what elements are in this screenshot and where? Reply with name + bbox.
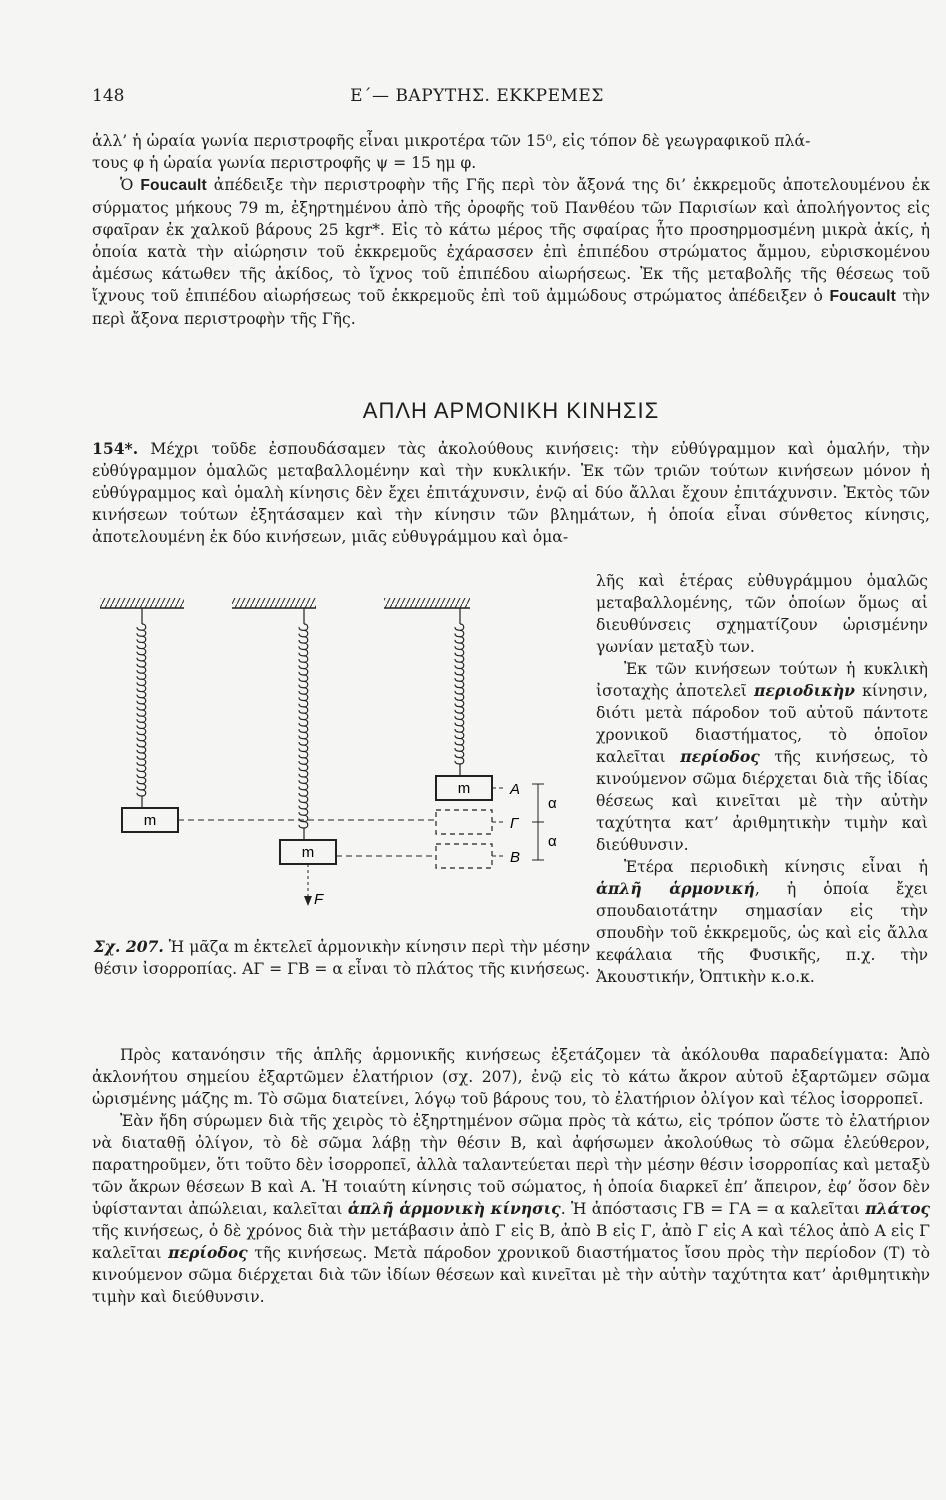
amplitude-a-top: α <box>548 795 557 812</box>
spring-3 <box>455 624 464 764</box>
shm-term: ἁπλῆ ἁρμονικὴ κίνησις <box>347 1199 561 1218</box>
section-title: ΑΠΛΗ ΑΡΜΟΝΙΚΗ ΚΙΝΗΣΙΣ <box>362 398 660 423</box>
spring-2 <box>299 624 308 828</box>
foucault-name-2: Foucault <box>829 288 897 305</box>
foucault-text-1: ἀπέδειξε τὴν περιστροφὴν τῆς Γῆς περὶ τὸν ἄξονά της δι’ ἐκκρεμοῦς ἀποτελουμένου ἐκ σύρματος μήκους 79 m, ἐξηρτημένου ἀπὸ τῆς ὀροφῆς τοῦ Πανθέου τῶν Παρισίων καὶ ἀπολήγοντος εἰς σφαῖραν ἐκ χαλκοῦ βάρους 25 kgr*. Εἰς τὸ κάτω μέρος τῆς σφαίρας ἦτο προσηρμοσμένη μικρὰ ἀκίς, ἡ ὁποία κατὰ τὴν αἰώρησιν τοῦ ἐκκρεμοῦς ἐχάρασσεν ἐπὶ ἐπιπέδου στρώματος ἄμμου, εὑρισκομένου ἀμέσως κάτωθεν τῆς ἀκίδος, τὸ ἴχνος τοῦ ἐπιπέδου αἰωρήσεως. Ἐκ τῆς μεταβολῆς τῆς θέσεως τοῦ ἴχνους τοῦ ἐπιπέδου αἰωρήσεως τοῦ ἐκκρεμοῦς ἐπὶ τοῦ ἀμμώδους στρώματος ἀπέδειξεν ὁ <box>92 176 930 305</box>
intro-block <box>92 130 930 330</box>
col3-tail: , ἡ ὁποία ἔχει σπουδαιοτάτην σημασίαν εἰς τὴν σπουδὴν τοῦ ἐκκρεμοῦς, ὡς καὶ εἰς ἄλλα κεφάλαια τῆς Φυσικῆς, π.χ. τὴν Ἀκουστικήν, Ὀπτικὴν κ.ο.κ. <box>596 880 928 986</box>
foucault-name: Foucault <box>140 177 207 194</box>
ceiling-3 <box>384 598 470 608</box>
caption-number: Σχ. 207. <box>93 937 164 956</box>
label-B: B <box>510 849 521 866</box>
svg-text:m: m <box>301 844 315 861</box>
col2-lead: Ἐκ τῶν κινήσεων τούτων ἡ κυκλικὴ ἰσοταχὴς ἀποτελεῖ <box>596 660 928 700</box>
p2-mid-2: τῆς κινήσεως, ὁ δὲ χρόνος διὰ τὴν μετάβασιν ἀπὸ Γ εἰς Β, ἀπὸ Β εἰς Γ, ἀπὸ Γ εἰς Α καὶ τέλος ἀπὸ Α εἰς Γ καλεῖται <box>92 1222 930 1262</box>
right-column <box>596 570 928 988</box>
amplitude-marker <box>532 784 557 860</box>
running-head: Ε΄— ΒΑΡΥΤΗΣ. ΕΚΚΡΕΜΕΣ <box>350 86 604 106</box>
period-term-2: περίοδος <box>168 1243 248 1262</box>
section-paragraph <box>92 438 930 548</box>
col2-tail: τῆς κινήσεως, τὸ κινούμενον σῶμα διέρχεται διὰ τῆς ἰδίας θέσεως καὶ κινεῖται μὲ τὴν αὐτὴν ταχύτητα κατ’ ἀριθμητικὴν τιμὴν καὶ διεύθυνσιν. <box>596 748 928 854</box>
ceiling-2 <box>232 598 316 608</box>
foucault-paragraph <box>92 174 930 330</box>
amplitude-a-bottom: α <box>548 833 557 850</box>
column-text-1: λῆς καὶ ἑτέρας εὐθυγράμμου ὁμαλῶς μεταβαλλομένης, τῶν ὁποίων ὅμως αἱ διευθύνσεις σχηματίζουν ὡρισμένην γωνίαν μεταξὺ των. <box>596 572 928 656</box>
col3-lead: Ἑτέρα περιοδικὴ κίνησις εἶναι ἡ <box>624 858 928 876</box>
label-A: A <box>510 781 521 798</box>
col2-mid: κίνησιν, διότι μετὰ πάροδον τοῦ αὐτοῦ πάντοτε χρονικοῦ διαστήματος, τὸ ὁποῖον καλεῖται <box>596 682 928 766</box>
foucault-lead: Ὁ <box>120 176 141 194</box>
foucault-text-2: τὴν περὶ ἄξονα περιστροφὴν τῆς Γῆς. <box>92 287 930 328</box>
harmonic-term: ἁπλῆ ἁρμονική <box>596 879 755 898</box>
mass-3 <box>436 776 492 800</box>
figure-caption <box>92 936 592 980</box>
paragraph-number: 154*. <box>92 439 139 458</box>
column-text-2 <box>596 658 928 856</box>
p2-lead: Ἐὰν ἤδη σύρωμεν διὰ τῆς χειρὸς τὸ ἐξηρτημένον σῶμα πρὸς τὰ κάτω, εἰς τρόπον ὥστε τὸ ἐλατήριον νὰ διαταθῇ ὀλίγον, τὸ δὲ σῶμα λάβῃ τὴν θέσιν Β, καὶ ἀφήσωμεν ἀκολούθως τὸ σῶμα ἐλεύθερον, παρατηροῦμεν, ὅτι τοῦτο δὲν ἰσορροπεῖ, ἀλλὰ ταλαντεύεται περὶ τὴν μέσην θέσιν ἰσορροπίας καὶ μεταξὺ τῶν ἄκρων θέσεων Β καὶ Α. Ἡ τοιαύτη κίνησις τοῦ σώματος, ἡ ὁποία διαρκεῖ ἐπ’ ἄπειρον, ἐφ’ ὅσον δὲν ὑφίστανται ἀπώλειαι, καλεῖται <box>92 1112 930 1218</box>
period-term: περίοδος <box>680 747 760 766</box>
mass-1 <box>122 808 178 832</box>
periodic-term: περιοδικὴν <box>753 681 855 700</box>
spring-diagram <box>92 584 592 924</box>
svg-text:m: m <box>457 780 471 797</box>
svg-text:m: m <box>143 812 157 829</box>
label-G: Γ <box>510 815 519 832</box>
ceiling-1 <box>100 598 184 608</box>
intro-line-2: τους φ ἡ ὡραία γωνία περιστροφῆς ψ = 15 ημ φ. <box>92 154 477 172</box>
p2-mid-1: . Ἡ ἀπόστασις ΓΒ = ΓΑ = α καλεῖται <box>560 1200 866 1218</box>
mass-2 <box>280 840 336 864</box>
column-text-3 <box>596 856 928 988</box>
intro-line-1: ἀλλ’ ἡ ὡραία γωνία περιστροφῆς εἶναι μικροτέρα τῶν 15⁰, εἰς τόπον δὲ γεωγραφικοῦ πλά- <box>92 132 811 150</box>
figure-207 <box>92 584 592 924</box>
label-F: F <box>314 891 324 908</box>
spring-1 <box>137 624 146 796</box>
page-number: 148 <box>92 86 125 106</box>
closing-block <box>92 1044 930 1308</box>
force-arrow <box>304 864 324 908</box>
page-header <box>92 86 862 110</box>
p2-tail: τῆς κινήσεως. Μετὰ πάροδον χρονικοῦ διαστήματος ἴσου πρὸς τὴν περίοδον (Τ) τὸ κινούμενον σῶμα διέρχεται διὰ τῶν ἰδίων θέσεων καὶ κινεῖται μὲ τὴν αὐτὴν ταχύτητα κατ’ ἀριθμητικὴν τιμὴν καὶ διεύθυνσιν. <box>92 1244 930 1306</box>
caption-text: Ἡ μᾶζα m ἐκτελεῖ ἁρμονικὴν κίνησιν περὶ τὴν μέσην θέσιν ἰσορροπίας. ΑΓ = ΓΒ = α εἶναι τὸ πλάτος τῆς κινήσεως. <box>94 938 591 978</box>
closing-paragraph-2 <box>92 1110 930 1308</box>
section-text-1: Μέχρι τοῦδε ἐσπουδάσαμεν τὰς ἀκολούθους κινήσεις: τὴν εὐθύγραμμον καὶ ὁμαλήν, τὴν εὐθύγραμμον ὁμαλῶς μεταβαλλομένην καὶ τὴν κυκλικήν. Ἐκ τῶν τριῶν τούτων κινήσεων μόνον ἡ εὐθύγραμμος καὶ ὁμαλὴ κίνησις δὲν ἔχει ἐπιτάχυνσιν, ἐνῷ αἱ δύο ἄλλαι ἔχουν ἐπιτάχυνσιν. Ἐκτὸς τῶν κινήσεων τούτων ἐξητάσαμεν καὶ τὴν κίνησιν τῶν βλημάτων, ἡ ὁποία εἶναι σύνθετος κίνησις, ἀποτελουμένη ἐκ δύο κινήσεων, μιᾶς εὐθυγράμμου καὶ ὁμα- <box>92 440 930 546</box>
amplitude-term: πλάτος <box>865 1199 930 1218</box>
closing-paragraph-1: Πρὸς κατανόησιν τῆς ἁπλῆς ἁρμονικῆς κινήσεως ἐξετάζομεν τὰ ἀκόλουθα παραδείγματα: Ἀπὸ ἀκλονήτου σημείου ἐξαρτῶμεν ἐλατήριον (σχ. 207), ἐνῷ εἰς τὸ κάτω ἄκρον αὐτοῦ ἐξαρτῶμεν σῶμα ὡρισμένης μάζης m. Τὸ σῶμα διατείνει, λόγῳ τοῦ βάρους του, τὸ ἐλατήριον ὀλίγον καὶ τέλος ἰσορροπεῖ. <box>92 1046 930 1108</box>
